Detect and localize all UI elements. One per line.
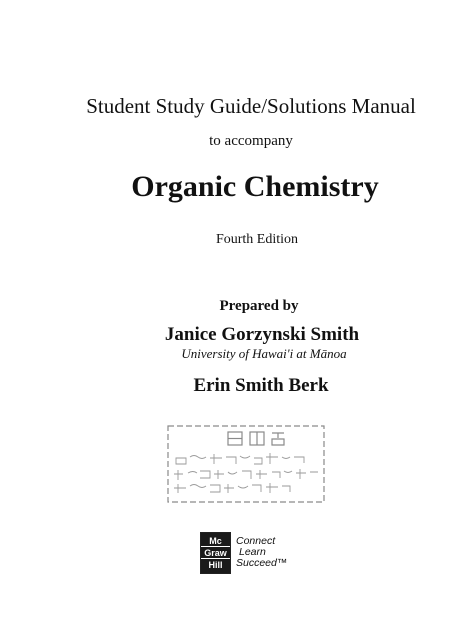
author-name-primary: Janice Gorzynski Smith [164,324,360,345]
logo-word-mc: Mc [209,536,222,546]
tagline-learn: Learn [239,546,266,558]
edition-label: Fourth Edition [215,232,299,247]
logo-word-graw: Graw [204,548,227,558]
mcgraw-hill-logo [200,532,231,574]
author-affiliation: University of Hawai'i at Mānoa [181,346,347,361]
prepared-by-label: Prepared by [219,298,299,314]
book-title: Organic Chemistry [131,170,379,203]
library-stamp-icon [166,424,326,504]
author-name-secondary: Erin Smith Berk [193,375,329,396]
book-subtitle: Student Study Guide/Solutions Manual [86,94,416,118]
logo-word-hill: Hill [208,560,223,570]
publisher-tagline [236,536,287,569]
tagline-connect: Connect [236,535,276,547]
tagline-succeed: Succeed™ [236,557,288,569]
accompany-text: to accompany [209,133,293,149]
